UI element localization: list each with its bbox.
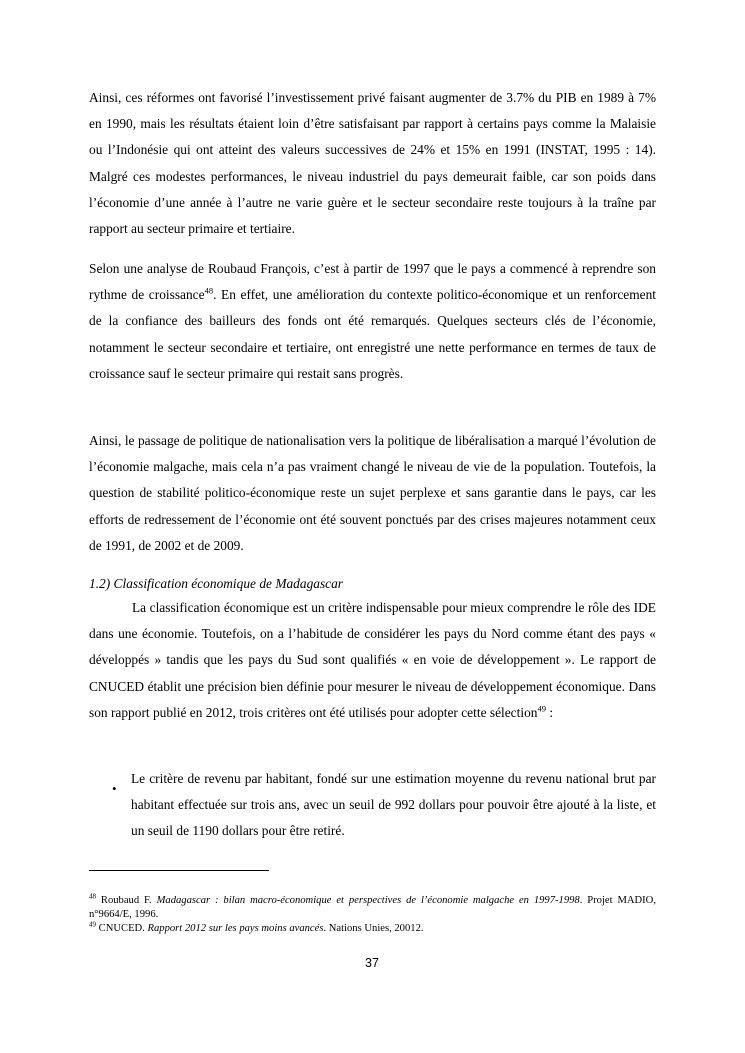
- footnote-48-rest: . Projet MADIO, n°9664/E, 1996.: [89, 895, 656, 920]
- paragraph-classification-text-start: La classification économique est un critère indispensable pour mieux comprendre le rôle des IDE dans une économie. Toutefois, on a l’habitude de considérer les pays du Nord comme étant des pays « développés » tandis que les pays du Sud sont qualifiés « en voie de développement ». Le rapport de CNUCED établit une précision bien définie pour mesurer le niveau de développement économique. Dans son rapport publié en 2012, trois critères ont été utilisés pour adopter cette sélection: [89, 600, 656, 720]
- paragraph-growth-text-start: Selon une analyse de Roubaud François, c’est à partir de 1997 que le pays a commencé à reprendre son rythme de croissance: [89, 261, 656, 303]
- footnote-49-rest: . Nations Unies, 20012.: [323, 923, 424, 934]
- footnote-49-author: CNUCED.: [96, 923, 148, 934]
- paragraph-classification: [89, 595, 656, 726]
- footnote-separator: [89, 870, 269, 871]
- paragraph-reforms-text: Ainsi, ces réformes ont favorisé l’investissement privé faisant augmenter de 3.7% du PIB en 1989 à 7% en 1990, mais les résultats étaient loin d’être satisfaisant par rapport à certains pays comme la Malaisie ou l’Indonésie qui ont atteint des valeurs successives de 24% et 15% en 1991 (INSTAT, 1995 : 14). Malgré ces modestes performances, le niveau industriel du pays demeurait faible, car son poids dans l’économie d’une année à l’autre ne varie guère et le secteur secondaire reste toujours à la traîne par rapport au secteur primaire et tertiaire.: [89, 90, 656, 237]
- footnote-48-author: Roubaud F.: [96, 895, 157, 906]
- footnote-48-title: Madagascar : bilan macro-économique et perspectives de l’économie malgache en 1997-1998: [156, 895, 580, 906]
- paragraph-growth-text-end: . En effet, une amélioration du contexte politico-économique et un renforcement de la confiance des bailleurs des fonds ont été remarqués. Quelques secteurs clés de l’économie, notamment le secteur secondaire et tertiaire, ont enregistré une nette performance en termes de taux de croissance sauf le secteur primaire qui restait sans progrès.: [89, 287, 657, 381]
- footnote-ref-48[interactable]: 48: [204, 285, 214, 296]
- paragraph-reforms: [89, 85, 656, 242]
- footnote-48-number: 48: [89, 892, 96, 901]
- bullet-item-income: Le critère de revenu par habitant, fondé sur une estimation moyenne du revenu national brut par habitant effectuée sur trois ans, avec un seuil de 992 dollars pour pouvoir être ajouté à la liste, et un seuil de 1190 dollars pour être retiré.: [131, 771, 656, 839]
- paragraph-liberalisation: [89, 428, 656, 559]
- footnote-49-number: 49: [89, 920, 96, 929]
- footnote-ref-49[interactable]: 49: [537, 703, 546, 714]
- section-heading: 1.2) Classification économique de Madagascar: [89, 576, 344, 591]
- page-number: 37: [365, 956, 379, 970]
- footnote-48: [89, 894, 656, 922]
- paragraph-liberalisation-text: Ainsi, le passage de politique de nationalisation vers la politique de libéralisation a marqué l’évolution de l’économie malgache, mais cela n’a pas vraiment changé le niveau de vie de la population. Toutefois, la question de stabilité politico-économique reste un sujet perplexe et sans garantie dans le pays, car les efforts de redressement de l’économie ont été souvent ponctués par des crises majeures notamment ceux de 1991, de 2002 et de 2009.: [89, 433, 656, 553]
- footnote-49-title: Rapport 2012 sur les pays moins avancés: [147, 923, 324, 934]
- paragraph-growth: [89, 256, 656, 387]
- footnote-49: [89, 922, 656, 936]
- paragraph-classification-text-end: :: [545, 704, 554, 720]
- bullet-icon: •: [112, 781, 117, 796]
